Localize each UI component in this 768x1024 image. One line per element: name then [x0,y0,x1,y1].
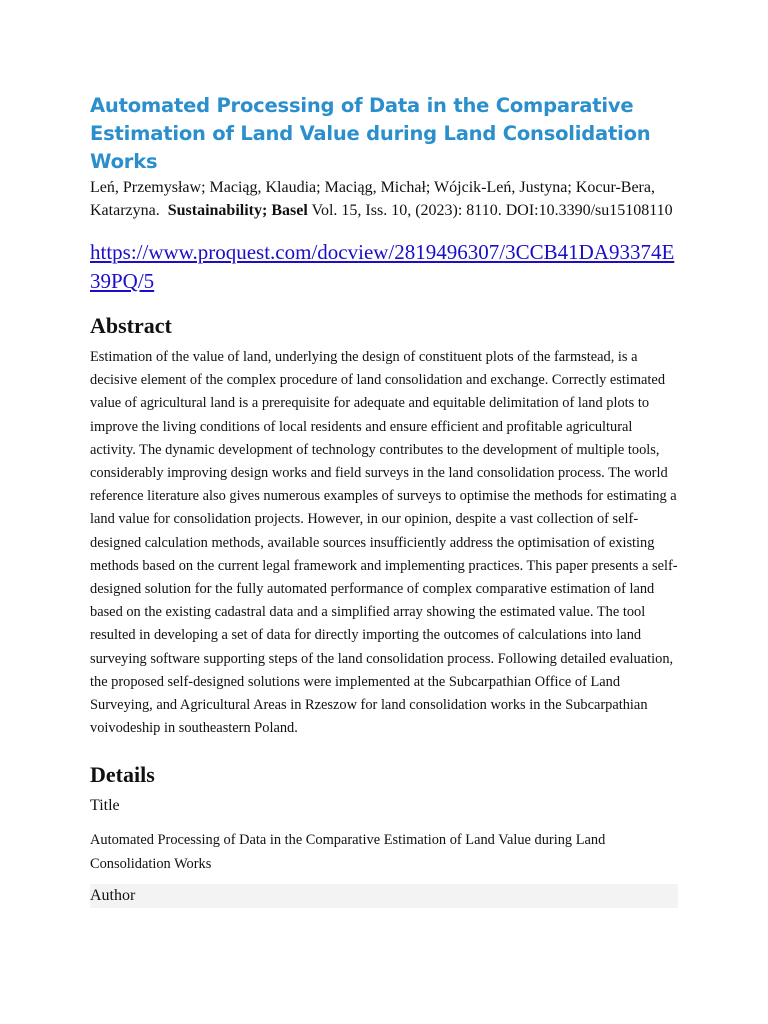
volume-issue: Vol. 15, Iss. 10, (2023): 8110. [311,202,502,219]
doi: DOI:10.3390/su15108110 [505,202,673,219]
citation [90,176,680,222]
title-field-label: Title [90,797,120,815]
document-page [90,92,680,908]
authors: Leń, Przemysław; Maciąg, Klaudia; Maciąg, Michał; Wójcik-Leń, Justyna; Kocur-Bera, Katarzyna. [90,179,655,219]
abstract-text: Estimation of the value of land, underlying the design of constituent plots of the farmstead, is a decisive element of the complex procedure of land consolidation and exchange. Correctly estimated value of agricultural land is a prerequisite for adequate and equitable delimitation of land plots to improve the living conditions of local residents and ensure efficient and profitable agricultural activity. The dynamic development of technology contributes to the development of multiple tools, considerably improving design works and field surveys in the land consolidation process. The world reference literature also gives numerous examples of surveys to optimise the methods for estimating a land value for consolidation projects. However, in our opinion, despite a vast collection of self-designed calculation methods, available sources insufficiently address the optimisation of existing methods based on the current legal framework and implementing practices. This paper presents a self-designed solution for the fully automated performance of complex comparative estimation of land based on the existing cadastral data and a simplified array showing the estimated value. The tool resulted in developing a set of data for directly importing the outcomes of calculations into land surveying software supporting steps of the land consolidation process. Following detailed evaluation, the proposed self-designed solutions were implemented at the Subcarpathian Office of Land Surveying, and Agricultural Areas in Rzeszow for land consolidation works in the Subcarpathian voivodeship in southeastern Poland. [90,349,678,737]
title-field-value: Automated Processing of Data in the Comparative Estimation of Land Value during Land Consolidation Works [90,832,606,872]
article-title: Automated Processing of Data in the Comparative Estimation of Land Value during Land Consolidation Works [90,94,651,173]
author-field-label: Author [90,884,678,908]
journal-name: Sustainability; Basel [167,202,308,219]
proquest-link[interactable]: https://www.proquest.com/docview/2819496307/3CCB41DA93374E39PQ/5 [90,240,675,293]
abstract-heading: Abstract [90,313,172,338]
details-heading: Details [90,762,155,788]
